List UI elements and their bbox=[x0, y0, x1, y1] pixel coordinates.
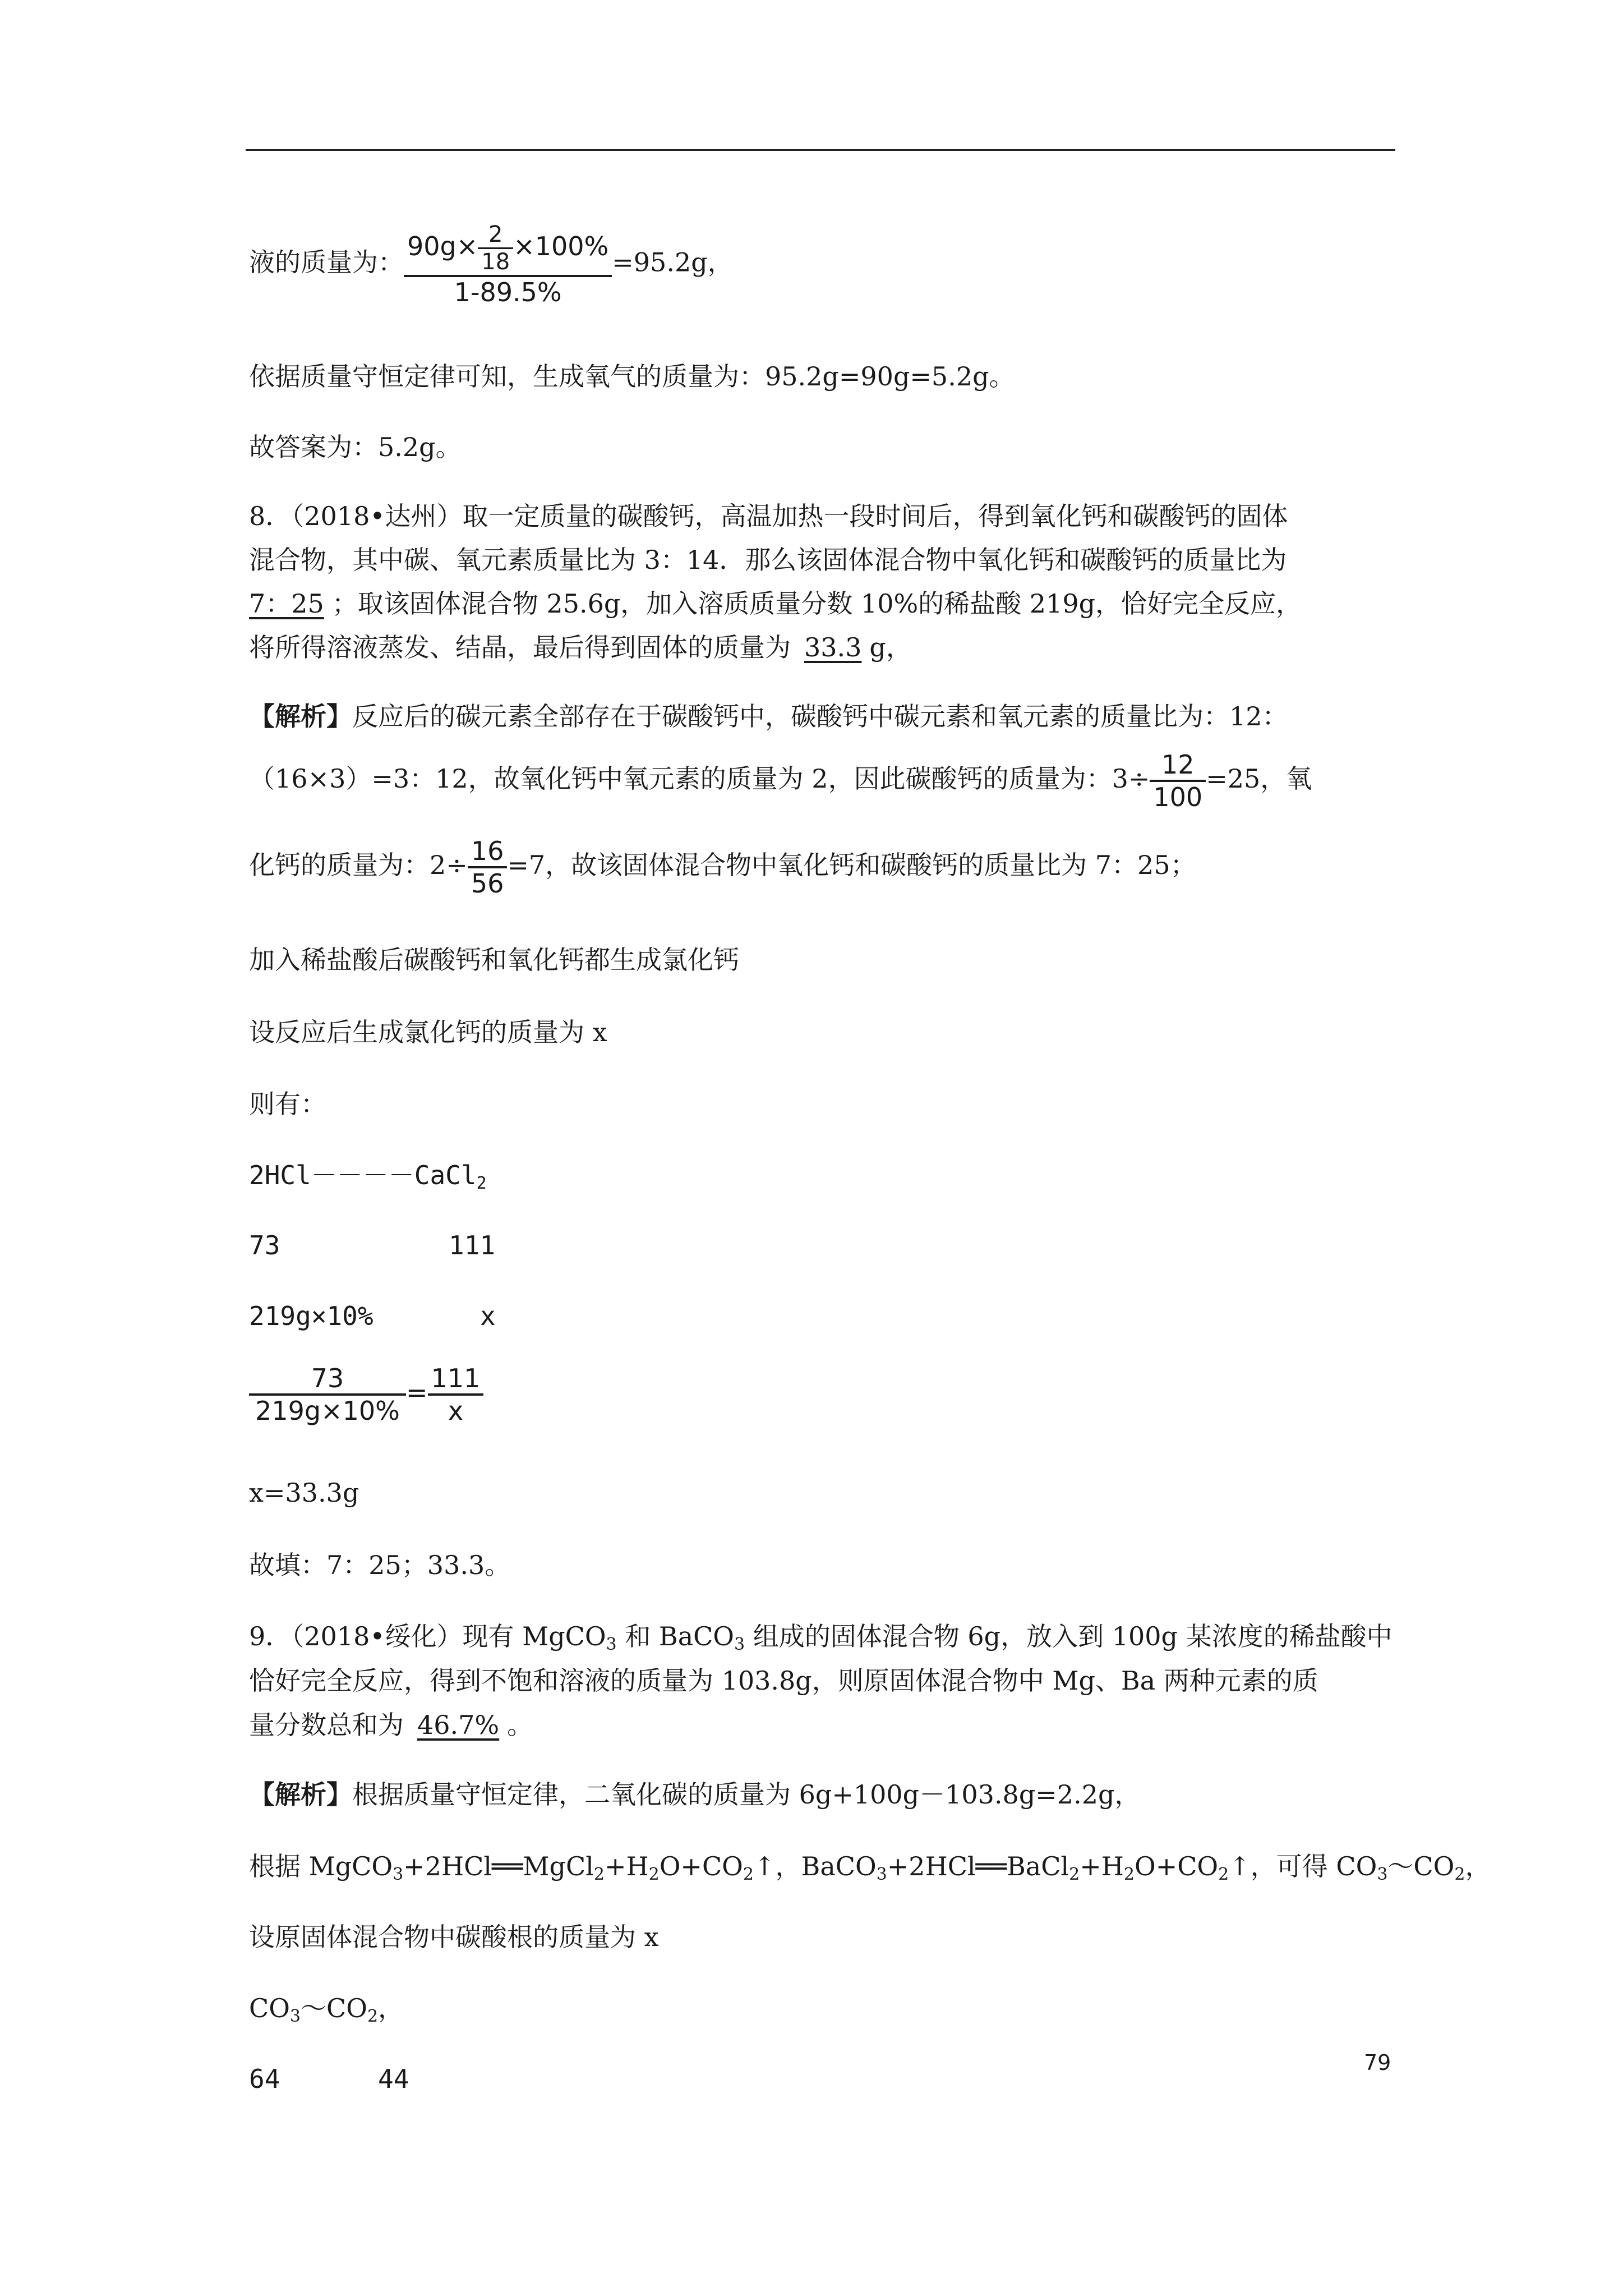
answer-blank: 33.3 bbox=[804, 632, 862, 662]
result-text: =95.2g， bbox=[612, 247, 734, 278]
header-rule bbox=[246, 149, 1395, 151]
inner-denominator: 18 bbox=[481, 249, 510, 275]
answer-blank: 7：25 bbox=[249, 588, 324, 619]
numerator-a: 90g× bbox=[407, 231, 478, 261]
question-8-line-3: 7：25 ；取该固体混合物 25.6g，加入溶质质量分数 10%的稀盐酸 219g，恰好完全反应， bbox=[249, 587, 1302, 620]
question-9-line-2: 恰好完全反应，得到不饱和溶液的质量为 103.8g，则原固体混合物中 Mg、Ba 两种元素的质 bbox=[249, 1665, 1318, 1696]
label-text: 液的质量为： bbox=[249, 247, 404, 278]
question-8-line-2: 混合物，其中碳、氧元素质量比为 3：14．那么该固体混合物中氧化钙和碳酸钙的质量比为 bbox=[249, 545, 1287, 575]
analysis-tag: 【解析】 bbox=[249, 1779, 352, 1810]
page-number: 79 bbox=[1364, 2050, 1391, 2075]
fraction: $\frac{12}{100}$ bbox=[1150, 749, 1206, 812]
inner-fraction bbox=[478, 222, 513, 275]
question-9-line-1: 9．（2018•绥化）现有 MgCO$_3$ 和 BaCO$_3$ 组成的固体混合物 6g，放入到 100g 某浓度的稀盐酸中 bbox=[249, 1621, 1393, 1654]
question-8-line-4: 将所得溶液蒸发、结晶，最后得到固体的质量为 33.3 g， bbox=[249, 631, 912, 664]
fraction-expression bbox=[404, 222, 612, 307]
mass-calculation-line bbox=[249, 222, 734, 307]
numerator-b: ×100% bbox=[513, 231, 609, 261]
paragraph: 依据质量守恒定律可知，生成氧气的质量为：95.2g=90g=5.2g。 bbox=[249, 361, 1015, 392]
analysis-9-line-3: 设原固体混合物中碳酸根的质量为 x bbox=[249, 1922, 659, 1952]
denominator: 1-89.5% bbox=[454, 277, 562, 307]
analysis-8-line-3: 化钙的质量为：2÷ $\frac{16}{56}$ =7，故该固体混合物中氧化钙和碳酸钙的质量比为 7：25； bbox=[249, 836, 1196, 899]
quantity-row: 219g×10% x bbox=[249, 1301, 496, 1331]
analysis-9-line-4: $CO_3\sim CO_2$， bbox=[249, 1993, 404, 2026]
fraction: $\frac{16}{56}$ bbox=[468, 836, 508, 899]
analysis-8-line-1: 【解析】反应后的碳元素全部存在于碳酸钙中，碳酸钙中碳元素和氧元素的质量比为：12： bbox=[249, 701, 1288, 731]
paragraph: 故答案为：5.2g。 bbox=[249, 432, 462, 462]
analysis-8-line-6: 则有： bbox=[249, 1089, 326, 1119]
analysis-8-result: x=33.3g bbox=[249, 1478, 359, 1508]
question-8-line-1: 8．（2018•达州）取一定质量的碳酸钙，高温加热一段时间后，得到氧化钙和碳酸钙的固体 bbox=[249, 501, 1288, 531]
answer-blank: 46.7% bbox=[417, 1710, 500, 1740]
question-9-line-3: 量分数总和为 46.7% 。 bbox=[249, 1708, 533, 1742]
analysis-9-line-1: 【解析】根据质量守恒定律，二氧化碳的质量为 6g+100g－103.8g=2.2g， bbox=[249, 1779, 1141, 1810]
analysis-9-ratio-row: 64 44 bbox=[249, 2064, 409, 2094]
analysis-8-line-4: 加入稀盐酸后碳酸钙和氧化钙都生成氯化钙 bbox=[249, 945, 739, 975]
reaction-equation: 2HCl－－－－CaCl$_2$ bbox=[249, 1160, 487, 1193]
analysis-tag: 【解析】 bbox=[249, 701, 352, 731]
ratio-row: 73 111 bbox=[249, 1230, 496, 1260]
proportion-equation: $\frac{73}{219g\times 10\%}$ = $\frac{111}{x}$ bbox=[249, 1363, 483, 1426]
analysis-8-line-5: 设反应后生成氯化钙的质量为 x bbox=[249, 1017, 607, 1047]
inner-numerator: 2 bbox=[488, 222, 503, 247]
analysis-8-answer: 故填：7：25；33.3。 bbox=[249, 1550, 511, 1580]
analysis-9-line-2: 根据 $MgCO_3+2HCl══MgCl_2+H_2O+CO_2↑$，$BaCO_3+2HCl══BaCl_2+H_2O+CO_2↑$，可得 $CO_3\sim CO_2$， bbox=[249, 1851, 1491, 1884]
analysis-8-line-2: （16×3）=3：12，故氧化钙中氧元素的质量为 2，因此碳酸钙的质量为：3÷ $\frac{12}{100}$ =25，氧 bbox=[249, 749, 1312, 812]
fraction-left: $\frac{73}{219g\times 10\%}$ bbox=[249, 1363, 406, 1426]
fraction-right: $\frac{111}{x}$ bbox=[428, 1363, 484, 1426]
